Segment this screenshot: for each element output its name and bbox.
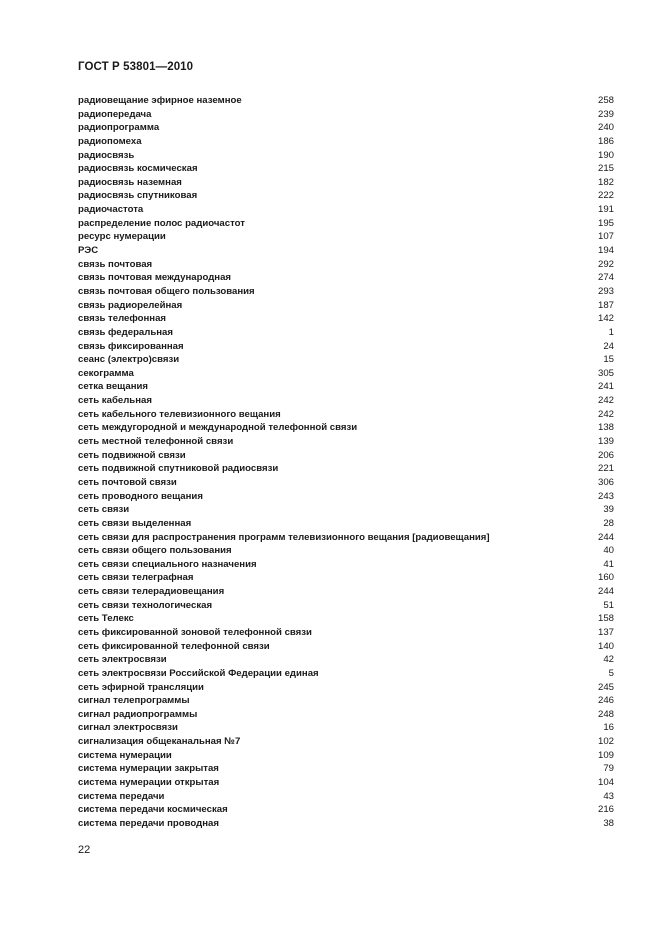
index-page-ref: 293 [597, 285, 614, 297]
index-entry [78, 599, 614, 613]
index-term: связь фиксированная [78, 340, 184, 352]
index-page-ref: 42 [603, 654, 614, 666]
index-page-ref: 306 [597, 476, 614, 488]
index-entry [78, 326, 614, 340]
index-term: РЭС [78, 245, 99, 257]
index-page-ref: 305 [597, 367, 614, 379]
index-entry [78, 721, 614, 735]
index-term: сеть кабельного телевизионного вещания [78, 408, 281, 420]
index-term: сеть электросвязи Российской Федерации единая [78, 667, 319, 679]
index-entry [78, 299, 614, 313]
index-term: ресурс нумерации [78, 231, 166, 243]
index-entry [78, 189, 614, 203]
index-entry [78, 176, 614, 190]
index-term: сеть кабельная [78, 395, 152, 407]
index-page-ref: 258 [597, 95, 614, 106]
index-term: система нумерации открытая [78, 777, 220, 789]
index-page-ref: 28 [603, 517, 614, 529]
index-term: связь радиорелейная [78, 299, 183, 311]
index-term: сеть подвижной связи [78, 449, 186, 461]
index-entry [78, 271, 614, 285]
index-term: радиопрограмма [78, 122, 160, 134]
index-page-ref: 239 [597, 108, 614, 120]
index-entry [78, 681, 614, 695]
index-page-ref: 39 [603, 504, 614, 516]
index-term: сеть эфирной трансляции [78, 681, 204, 693]
index-entry [78, 367, 614, 381]
index-page-ref: 104 [597, 777, 614, 789]
index-page-ref: 244 [597, 531, 614, 543]
index-term: связь телефонная [78, 313, 167, 325]
index-term: радиосвязь спутниковая [78, 190, 198, 202]
index-page-ref: 243 [597, 490, 614, 502]
index-page-ref: 138 [597, 422, 614, 434]
index-page-ref: 274 [597, 272, 614, 284]
index-entry [78, 435, 614, 449]
index-entry [78, 217, 614, 231]
index-term: распределение полос радиочастот [78, 217, 245, 229]
index-term: сеанс (электро)связи [78, 354, 180, 366]
index-entry [78, 517, 614, 531]
index-entry [78, 708, 614, 722]
index-entry [78, 544, 614, 558]
index-entry [78, 408, 614, 422]
index-entry [78, 558, 614, 572]
index-term: сигнал радиопрограммы [78, 708, 198, 720]
index-entry [78, 817, 614, 831]
index-entry [78, 694, 614, 708]
index-page-ref: 190 [597, 149, 614, 161]
index-term: сигнализация общеканальная №7 [78, 736, 241, 748]
index-entry [78, 285, 614, 299]
index-page-ref: 142 [597, 313, 614, 325]
document-header: ГОСТ Р 53801—2010 [78, 61, 194, 73]
index-page-ref: 292 [597, 258, 614, 270]
index-page-ref: 242 [597, 395, 614, 407]
index-page-ref: 182 [597, 176, 614, 188]
index-page-ref: 38 [603, 817, 614, 829]
index-page-ref: 248 [597, 708, 614, 720]
index-term: радиопомеха [78, 135, 142, 147]
index-entry [78, 244, 614, 258]
index-entry [78, 149, 614, 163]
index-term: радиосвязь наземная [78, 176, 182, 188]
index-term: сеть связи телеграфная [78, 572, 194, 584]
index-page-ref: 1 [608, 326, 614, 338]
index-entry [78, 612, 614, 626]
index-page-ref: 216 [597, 804, 614, 816]
index-page-ref: 5 [608, 667, 614, 679]
index-term: сеть Телекс [78, 613, 134, 625]
index-entry [78, 571, 614, 585]
index-entry [78, 490, 614, 504]
index-page-ref: 222 [597, 190, 614, 202]
index-term: связь почтовая международная [78, 272, 232, 284]
index-term: сеть связи специального назначения [78, 558, 257, 570]
index-entry [78, 476, 614, 490]
index-term: система передачи проводная [78, 817, 219, 829]
index-page-ref: 24 [603, 340, 614, 352]
index-page-ref: 241 [597, 381, 614, 393]
index-entry [78, 803, 614, 817]
index-page-ref: 107 [597, 231, 614, 243]
index-term: сеть связи для распространения программ телевизионного вещания [радиовещания] [78, 531, 490, 543]
index-page-ref: 137 [597, 626, 614, 638]
index-term: сигнал телепрограммы [78, 695, 190, 707]
index-page-ref: 244 [597, 586, 614, 598]
index-page-ref: 191 [597, 204, 614, 216]
index-page-ref: 186 [597, 135, 614, 147]
index-term: сигнал электросвязи [78, 722, 178, 734]
index-entry [78, 531, 614, 545]
index-entry [78, 421, 614, 435]
index-entry [78, 749, 614, 763]
index-entry [78, 462, 614, 476]
index-term: связь почтовая [78, 258, 153, 270]
index-entry [78, 653, 614, 667]
index-entry [78, 162, 614, 176]
index-page-ref: 221 [597, 463, 614, 475]
index-term: сеть проводного вещания [78, 490, 203, 502]
index-term: радиочастота [78, 204, 144, 216]
index-term: система нумерации закрытая [78, 763, 219, 775]
index-entry [78, 626, 614, 640]
index-term: сеть связи технологическая [78, 599, 213, 611]
index-entry [78, 790, 614, 804]
index-page-ref: 206 [597, 449, 614, 461]
index-entry [78, 340, 614, 354]
index-term: система передачи космическая [78, 804, 228, 816]
index-term: сеть местной телефонной связи [78, 436, 234, 448]
index-term: система нумерации [78, 749, 172, 761]
index-term: сеть фиксированной зоновой телефонной связи [78, 626, 312, 638]
index-entry [78, 667, 614, 681]
index-term: сеть связи выделенная [78, 517, 192, 529]
index-term: связь федеральная [78, 326, 173, 338]
index-page-ref: 160 [597, 572, 614, 584]
index-term: секограмма [78, 367, 134, 379]
index-page-ref: 109 [597, 749, 614, 761]
index-entry [78, 312, 614, 326]
index-term: радиосвязь [78, 149, 135, 161]
index-page-ref: 41 [603, 558, 614, 570]
index-entry [78, 258, 614, 272]
index-entry [78, 121, 614, 135]
index-page-ref: 139 [597, 436, 614, 448]
term-index-list [78, 94, 614, 831]
index-page-ref: 215 [597, 163, 614, 175]
index-entry [78, 762, 614, 776]
index-entry [78, 230, 614, 244]
index-page-ref: 16 [603, 722, 614, 734]
index-entry [78, 394, 614, 408]
index-page-ref: 15 [603, 354, 614, 366]
index-term: сеть междугородной и международной телефонной связи [78, 422, 358, 434]
index-page-ref: 158 [597, 613, 614, 625]
index-page-ref: 102 [597, 736, 614, 748]
index-term: сеть почтовой связи [78, 476, 177, 488]
index-page-ref: 79 [603, 763, 614, 775]
index-entry [78, 449, 614, 463]
index-page-ref: 187 [597, 299, 614, 311]
index-term: сеть связи телерадиовещания [78, 586, 225, 598]
index-page-ref: 40 [603, 545, 614, 557]
index-page-ref: 194 [597, 245, 614, 257]
index-page-ref: 246 [597, 695, 614, 707]
index-entry [78, 380, 614, 394]
index-page-ref: 51 [603, 599, 614, 611]
page-number: 22 [78, 844, 91, 856]
index-entry [78, 203, 614, 217]
index-term: сетка вещания [78, 381, 148, 393]
index-term: радиопередача [78, 108, 152, 120]
index-entry [78, 735, 614, 749]
index-page-ref: 140 [597, 640, 614, 652]
index-term: сеть электросвязи [78, 654, 167, 666]
index-term: сеть связи общего пользования [78, 545, 232, 557]
index-page-ref: 240 [597, 122, 614, 134]
index-entry [78, 353, 614, 367]
index-term: сеть подвижной спутниковой радиосвязи [78, 463, 279, 475]
index-entry [78, 640, 614, 654]
index-term: сеть фиксированной телефонной связи [78, 640, 270, 652]
index-term: система передачи [78, 790, 165, 802]
index-page-ref: 245 [597, 681, 614, 693]
index-entry [78, 108, 614, 122]
index-entry [78, 585, 614, 599]
index-term: связь почтовая общего пользования [78, 285, 255, 297]
index-term: сеть связи [78, 504, 130, 516]
index-term: радиосвязь космическая [78, 163, 198, 175]
index-entry [78, 94, 614, 108]
index-page-ref: 195 [597, 217, 614, 229]
index-term: радиовещание эфирное наземное [78, 95, 242, 106]
index-entry [78, 135, 614, 149]
index-page-ref: 43 [603, 790, 614, 802]
index-page-ref: 242 [597, 408, 614, 420]
index-entry [78, 776, 614, 790]
index-entry [78, 503, 614, 517]
